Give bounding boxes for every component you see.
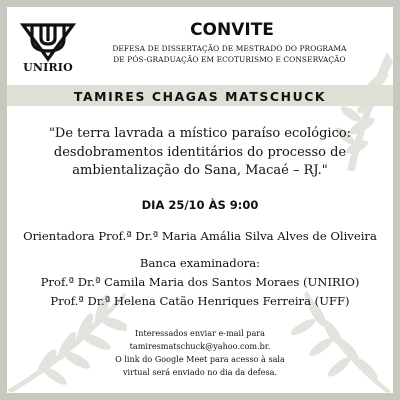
committee-member-2: Prof.ª Dr.ª Helena Catão Henriques Ferreira (UFF) bbox=[50, 294, 350, 308]
logo-wordmark: UNIRIO bbox=[23, 61, 73, 74]
candidate-name: TAMIRES CHAGAS MATSCHUCK bbox=[73, 89, 327, 104]
footer-line-3: O link do Google Meet para acesso à sala bbox=[115, 354, 285, 364]
page-title: CONVITE bbox=[190, 20, 274, 40]
invitation-card bbox=[7, 7, 393, 393]
defense-date: DIA 25/10 ÀS 9:00 bbox=[141, 198, 259, 212]
thesis-title-line-1: "De terra lavrada a místico paraíso ecológico: bbox=[48, 126, 352, 141]
footer-line-4: virtual será enviado no dia da defesa. bbox=[122, 367, 278, 377]
thesis-title-line-3: ambientalização do Sana, Macaé – RJ." bbox=[72, 163, 328, 178]
committee-title: Banca examinadora: bbox=[139, 256, 261, 270]
subtitle-line-1: DEFESA DE DISSERTAÇÃO DE MESTRADO DO PROGRAMA bbox=[112, 44, 347, 53]
committee-member-1: Prof.ª Dr.ª Camila Maria dos Santos Moraes (UNIRIO) bbox=[40, 275, 360, 289]
subtitle-line-2: DE PÓS-GRADUAÇÃO EM ECOTURISMO E CONSERVAÇÃO bbox=[113, 55, 346, 64]
advisor-line: Orientadora Prof.ª Dr.ª Maria Amália Silva Alves de Oliveira bbox=[23, 229, 377, 243]
thesis-title-line-2: desdobramentos identitários do processo de bbox=[53, 145, 347, 160]
footer-line-1: Interessados enviar e-mail para bbox=[135, 328, 265, 338]
contact-email: tamiresmatschuck@yahoo.com.br. bbox=[129, 341, 271, 351]
